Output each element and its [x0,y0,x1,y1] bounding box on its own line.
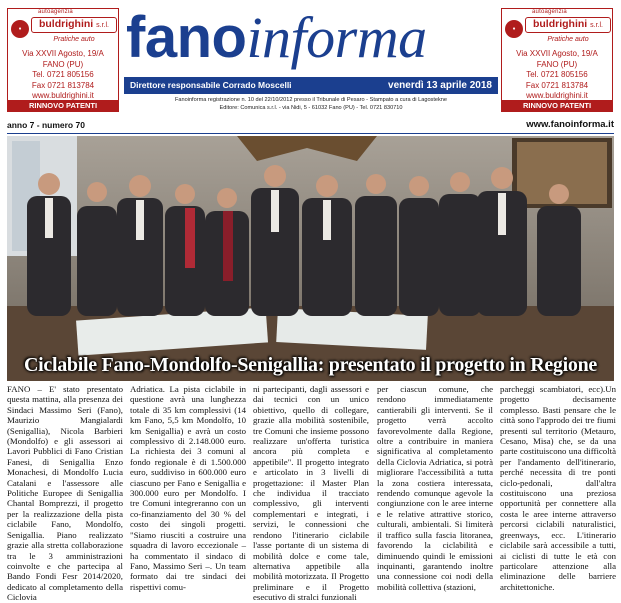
advertisement-right[interactable] [501,8,613,112]
ad-subtitle: Pratiche auto [547,36,589,43]
article-column-2: Adriatica. La pista ciclabile in questione avrà una lunghezza totale di 35 km complessivi (14 km Fano, 5,5 km Mondolfo, 10 km Senigallia) e avrà un costo complessivo di 2.148.000 euro. La richiesta dei 3 comuni al fondo regionale è di 1.500.000 euro, suddiviso in 600.000 euro ciascuno per Fano e Senigallia e 300.000 euro per Mondolfo. I tre Comuni integreranno con un co-finanziamento del 30 % del costo dei singoli progetti. "Siamo riusciti a costruire una squadra di lavoro eccezionale – ha commentato il sindaco di Fano, Massimo Seri –. Un team formato dai tre sindaci dei rispettivi comu- [130,384,246,592]
issue-date: venerdì 13 aprile 2018 [388,80,492,91]
ad-footer: RINNOVO PATENTI [8,100,118,111]
ad-tag: autoagenzia [38,9,73,15]
ad-tag: autoagenzia [532,9,567,15]
registration-info: Fanoinforma registrazione n. 10 del 22/10/2012 presso il Tribunale di Pesaro - Stampato a cura di Lagostekne Editore: Comunica s.r.l. - via Nidi, 5 - 61032 Fano (PU) - Tel. 0721 830710 [174,97,448,111]
ad-fax: Fax 0721 813784 [31,80,95,90]
ad-fax: Fax 0721 813784 [525,80,589,90]
issue-bar [7,118,614,134]
ad-contact [502,49,612,102]
ad-brand: buldrighini s.r.l. [525,17,611,33]
ad-city: FANO (PU) [536,59,578,69]
ad-contact [8,49,118,102]
article-column-3: ni partecipanti, dagli assessori e dai tecnici con un unico obiettivo, quello di collegare, grazie alla mobilità sostenibile, tre Comuni che insieme possono realizzare un'offerta turistica ancora più completa e appetibile". Il progetto integrato e articolato in 3 livelli di progettazione: il Master Plan che individua il tracciato complessivo, gli interventi complementari e integrati, i servizi, le connessioni che rendono l'itinerario ciclabile l'asse portante di un sistema di mobilità dolce e come tale, alternativa appetibile alla mobilità motorizzata. Il Progetto preliminare e il Progetto esecutivo di stralci funzionali [253,384,369,603]
group-photo [7,136,614,381]
advertisement-left[interactable] [7,8,119,112]
ad-brand: buldrighini s.r.l. [31,17,117,33]
ad-logo-icon: ♦ [505,20,523,38]
article-headline[interactable]: Ciclabile Fano-Mondolfo-Senigallia: presentato il progetto in Regione [24,354,597,376]
ad-footer: RINNOVO PATENTI [502,100,612,111]
website-link[interactable]: www.fanoinforma.it [526,119,614,130]
issue-number: anno 7 - numero 70 [7,120,85,130]
ad-address: Via XXVII Agosto, 19/A [22,49,104,58]
article-body [7,384,616,603]
masthead-band [124,77,498,94]
ad-header [502,9,612,49]
ad-city: FANO (PU) [42,59,84,69]
article-column-4: per ciascun comune, che rendono immediatamente cantierabili gli interventi. Se il progetto verrà accolto favorevolmente dalla Regione, oltre a contribuire in maniera significativa al completamento della Ciclovia Adriatica, si potrà migliorare l'accessibilità a tutta la zona costiera interessata, rendendo comunque agevole la congiunzione con le aree interne e le relative attrattive storico, culturali, ambientali. Si limiterà il traffico sulla fascia litoranea, favorendo la ciclabilità e diminuendo quindi le emissioni inquinanti, garantendo inoltre una connessione coi nodi della mobilità collettiva (stazioni, [377,384,493,592]
ad-website[interactable]: www.buldrighini.it [32,91,94,100]
ad-phone: Tel. 0721 805156 [526,70,588,79]
ad-address: Via XXVII Agosto, 19/A [516,49,598,58]
ad-website[interactable]: www.buldrighini.it [526,91,588,100]
article-column-1: FANO – E' stato presentato questa mattina, alla presenza dei Sindaci Massimo Seri (Fano), Maurizio Mangialardi (Senigallia), Nicola Barbieri (Mondolfo) e gli assessori ai Lavori Pubblici di Fano Cristian Fanesi, di Senigallia Enzo Monachesi, di Mondolfo Lucia Catalani e l'assessore alle Politiche Europee di Senigallia Chantal Bomprezzi, il progetto per la realizzazione della pista ciclabile Fano, Mondolfo, Senigallia. Piano realizzato grazie alla stretta collaborazione tra le 3 amministrazioni coinvolte e che partecipa al Bando Fondi Fesr 2014/2020, dedicato al completamento della Ciclovia [7,384,123,603]
ad-phone: Tel. 0721 805156 [32,70,94,79]
ad-subtitle: Pratiche auto [53,36,95,43]
director-credit: Direttore responsabile Corrado Moscelli [130,80,292,90]
ad-logo-icon: ♦ [11,20,29,38]
article-column-5: parcheggi scambiatori, ecc).Un progetto decisamente complesso. Basti pensare che le città sono l'approdo dei tre fiumi presenti sul territorio (Metauro, Cesano, Misa) che, se da una parte costituiscono una difficoltà per l'andamento dell'itinerario, perché necessita di tre ponti ciclo-pedonali, dall'altra costituiscono una preziosa opportunità per connettere alla costa le aree interne attraverso percorsi ciclabili naturalistici, greenways, ecc. L'itinerario ciclabile sarà accessibile a tutti, ai ciclisti di tutte le età con particolare attenzione alla eliminazione delle barriere architettoniche. [500,384,616,592]
newspaper-logo[interactable]: fanoinforma [126,5,427,70]
ad-header [8,9,118,49]
